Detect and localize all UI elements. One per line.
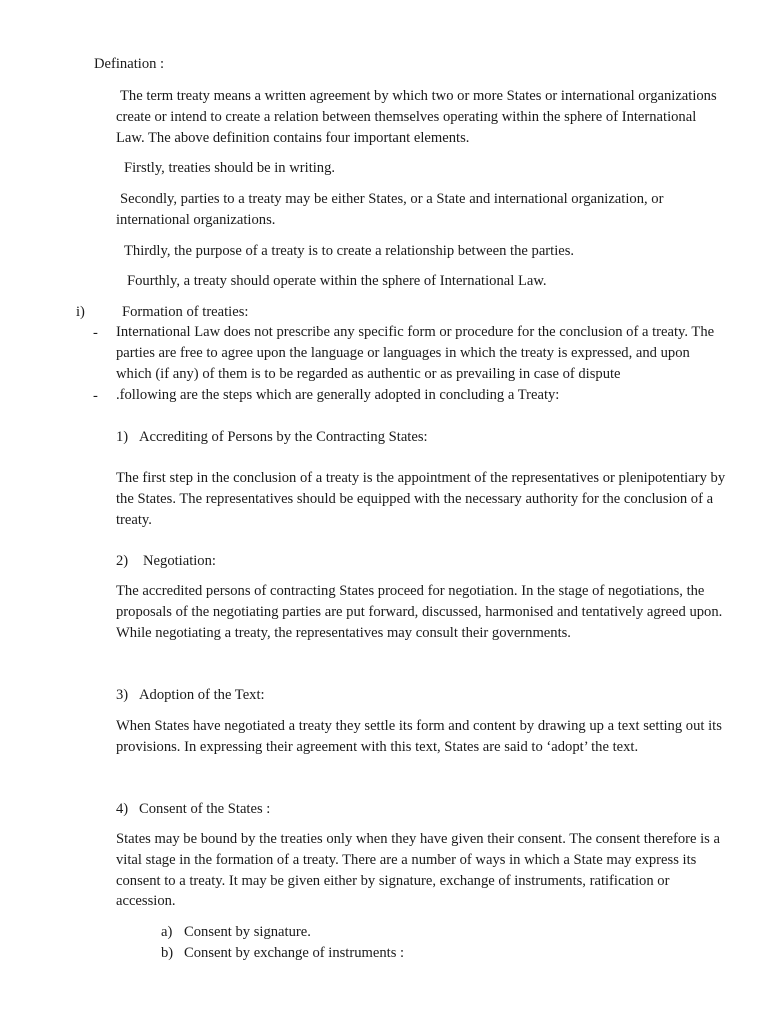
formation-bullet: .following are the steps which are generally adopted in concluding a Treaty: (116, 387, 560, 403)
sub-item-marker: a) (161, 924, 173, 940)
formation-marker: i) (76, 304, 85, 320)
step-title: Negotiation: (143, 553, 216, 569)
formation-bullet: International Law does not prescribe any specific form or procedure for the conclusion of a treaty. The parties are free to agree upon the language or languages in which the treaty is expressed, and upon which (if any) of them is to be regarded as authentic or as prevailing in case of dispute (116, 324, 715, 382)
step-title: Accrediting of Persons by the Contracting States: (139, 429, 428, 445)
step-title: Adoption of the Text: (139, 687, 265, 703)
step-body: The first step in the conclusion of a treaty is the appointment of the representatives or plenipotentiary by the States. The representatives should be equipped with the necessary authority for the conclusion of a treaty. (116, 470, 726, 528)
bullet-marker: - (93, 325, 98, 341)
step-body: When States have negotiated a treaty they settle its form and content by drawing up a text setting out its provisions. In expressing their agreement with this text, States are said to ‘adopt’ the text. (116, 718, 722, 755)
element-secondly: Secondly, parties to a treaty may be either States, or a State and international organization, or international organizations. (116, 191, 664, 228)
bullet-marker: - (93, 388, 98, 404)
element-firstly: Firstly, treaties should be in writing. (124, 160, 336, 176)
definition-intro: The term treaty means a written agreement by which two or more States or international organizations create or intend to create a relation between themselves operating within the sphere of International Law. The above definition contains four important elements. (116, 88, 717, 146)
definition-heading: Defination : (94, 56, 165, 72)
sub-item-text: Consent by exchange of instruments : (184, 945, 405, 961)
step-number: 4) (116, 801, 129, 817)
element-fourthly: Fourthly, a treaty should operate within the sphere of International Law. (127, 273, 547, 289)
formation-heading: Formation of treaties: (122, 304, 249, 320)
step-body: States may be bound by the treaties only when they have given their consent. The consent therefore is a vital stage in the formation of a treaty. There are a number of ways in which a State may express its consent to a treaty. It may be given either by signature, exchange of instruments, ratification or accession. (116, 831, 720, 910)
step-number: 1) (116, 429, 129, 445)
sub-item-text: Consent by signature. (184, 924, 311, 940)
step-title: Consent of the States : (139, 801, 271, 817)
element-thirdly: Thirdly, the purpose of a treaty is to create a relationship between the parties. (124, 243, 575, 259)
sub-item-marker: b) (161, 945, 174, 961)
step-number: 3) (116, 687, 129, 703)
step-body: The accredited persons of contracting States proceed for negotiation. In the stage of negotiations, the proposals of the negotiating parties are put forward, discussed, harmonised and tentatively agreed upon. While negotiating a treaty, the representatives may consult their governments. (116, 583, 723, 641)
step-number: 2) (116, 553, 129, 569)
